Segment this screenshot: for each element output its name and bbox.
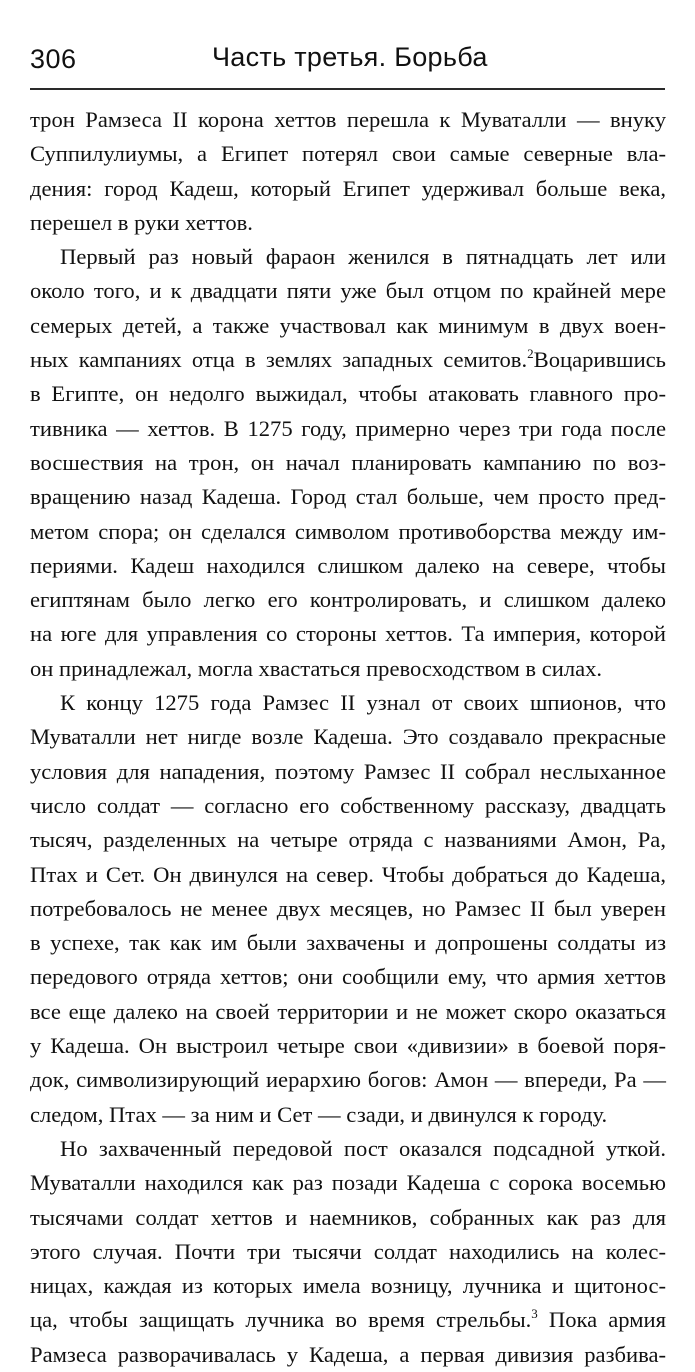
line-text: Но захваченный передовой пост оказался подсадной уткой. bbox=[60, 1135, 666, 1161]
line-text: тивника — хеттов. В 1275 году, примерно через три года после bbox=[30, 415, 666, 441]
text-line bbox=[30, 583, 666, 617]
line-text-after: Пока армия bbox=[537, 1307, 666, 1333]
text-line bbox=[30, 446, 666, 480]
line-text: Рамзеса разворачивалась у Кадеша, а первая дивизия разбива- bbox=[30, 1341, 666, 1367]
text-line bbox=[30, 1132, 666, 1166]
text-line bbox=[30, 823, 666, 857]
line-text: перешел в руки хеттов. bbox=[30, 209, 253, 235]
text-line bbox=[30, 549, 666, 583]
line-text: тысяч, разделенных на четыре отряда с названиями Амон, Ра, bbox=[30, 827, 666, 853]
line-text: потребовалось не менее двух месяцев, но Рамзес II был уверен bbox=[30, 895, 666, 921]
text-line bbox=[30, 686, 666, 720]
page-header bbox=[30, 40, 670, 80]
text-line bbox=[30, 926, 666, 960]
line-text: периями. Кадеш находился слишком далеко на севере, чтобы bbox=[30, 552, 666, 578]
line-text: около того, и к двадцати пяти уже был отцом по крайней мере bbox=[30, 278, 666, 304]
line-text: ца, чтобы защищать лучника во время стрельбы. bbox=[30, 1307, 532, 1333]
line-text: следом, Птах — за ним и Сет — сзади, и двинулся к городу. bbox=[30, 1101, 608, 1127]
text-line bbox=[30, 412, 666, 446]
text-line bbox=[30, 480, 666, 514]
line-text: ных кампаниях отца в землях западных семитов. bbox=[30, 347, 528, 373]
text-line bbox=[30, 720, 666, 754]
line-text: условия для нападения, поэтому Рамзес II собрал неслыханное bbox=[30, 758, 666, 784]
text-line bbox=[30, 377, 666, 411]
text-line bbox=[30, 1303, 666, 1337]
footnote-ref: 3 bbox=[531, 1306, 538, 1322]
body-text bbox=[30, 103, 666, 1372]
line-text: египтянам было легко его контролировать, и слишком далеко bbox=[30, 587, 666, 613]
line-text: К концу 1275 года Рамзес II узнал от своих шпионов, что bbox=[60, 690, 666, 716]
text-line bbox=[30, 1166, 666, 1200]
text-line bbox=[30, 309, 666, 343]
text-line bbox=[30, 240, 666, 274]
text-line bbox=[30, 1063, 666, 1097]
text-line bbox=[30, 274, 666, 308]
line-text-after: Воцарившись bbox=[533, 347, 666, 373]
line-text: ницах, каждая из которых имела возницу, лучника и щитонос- bbox=[30, 1273, 666, 1299]
text-line bbox=[30, 1269, 666, 1303]
text-line bbox=[30, 652, 666, 686]
text-line bbox=[30, 1201, 666, 1235]
text-line bbox=[30, 103, 666, 137]
line-text: семерых детей, а также участвовал как минимум в двух воен- bbox=[30, 312, 666, 338]
line-text: Птах и Сет. Он двинулся на север. Чтобы добраться до Кадеша, bbox=[30, 861, 666, 887]
text-line bbox=[30, 617, 666, 651]
line-text: все еще далеко на своей территории и не может скоро оказаться bbox=[30, 998, 666, 1024]
text-line bbox=[30, 1098, 666, 1132]
text-line bbox=[30, 172, 666, 206]
line-text: трон Рамзеса II корона хеттов перешла к Муваталли — внуку bbox=[30, 107, 666, 132]
line-text: тысячами солдат хеттов и наемников, собранных как раз для bbox=[30, 1204, 666, 1230]
text-line bbox=[30, 1338, 666, 1372]
text-line bbox=[30, 1235, 666, 1269]
text-line bbox=[30, 995, 666, 1029]
line-text: метом спора; он сделался символом противоборства между им- bbox=[30, 518, 666, 544]
text-line bbox=[30, 137, 666, 171]
line-text: передового отряда хеттов; они сообщили ему, что армия хеттов bbox=[30, 964, 666, 990]
line-text: в успехе, так как им были захвачены и допрошены солдаты из bbox=[30, 930, 666, 956]
text-line bbox=[30, 343, 666, 377]
line-text: Муваталли находился как раз позади Кадеша с сорока восемью bbox=[30, 1170, 666, 1196]
text-line bbox=[30, 515, 666, 549]
text-line bbox=[30, 755, 666, 789]
line-text: этого случая. Почти три тысячи солдат находились на колес- bbox=[30, 1238, 666, 1264]
line-text: дения: город Кадеш, который Египет удерживал больше века, bbox=[30, 175, 666, 201]
line-text: Муваталли нет нигде возле Кадеша. Это создавало прекрасные bbox=[30, 724, 666, 750]
text-line bbox=[30, 960, 666, 994]
line-text: док, символизирующий иерархию богов: Амон — впереди, Ра — bbox=[30, 1067, 666, 1093]
header-rule bbox=[30, 88, 665, 90]
text-line bbox=[30, 789, 666, 823]
line-text: у Кадеша. Он выстроил четыре свои «дивизии» в боевой поря- bbox=[30, 1033, 666, 1059]
line-text: он принадлежал, могла хвастаться превосходством в силах. bbox=[30, 655, 603, 681]
line-text: на юге для управления со стороны хеттов. Та империя, которой bbox=[30, 621, 666, 647]
line-text: Суппилулиумы, а Египет потерял свои самые северные вла- bbox=[30, 141, 666, 167]
page-number: 306 bbox=[30, 44, 77, 74]
line-text: вращению назад Кадеша. Город стал больше, чем просто пред- bbox=[30, 484, 666, 510]
text-line bbox=[30, 1029, 666, 1063]
line-text: восшествия на трон, он начал планировать кампанию по воз- bbox=[30, 449, 666, 475]
text-line bbox=[30, 206, 666, 240]
text-line bbox=[30, 858, 666, 892]
footnote-ref: 2 bbox=[527, 346, 534, 362]
line-text: число солдат — согласно его собственному рассказу, двадцать bbox=[30, 792, 666, 818]
running-title: Часть третья. Борьба bbox=[212, 42, 488, 72]
line-text: Первый раз новый фараон женился в пятнадцать лет или bbox=[60, 244, 666, 270]
line-text: в Египте, он недолго выжидал, чтобы атаковать главного про- bbox=[30, 381, 666, 407]
text-line bbox=[30, 892, 666, 926]
